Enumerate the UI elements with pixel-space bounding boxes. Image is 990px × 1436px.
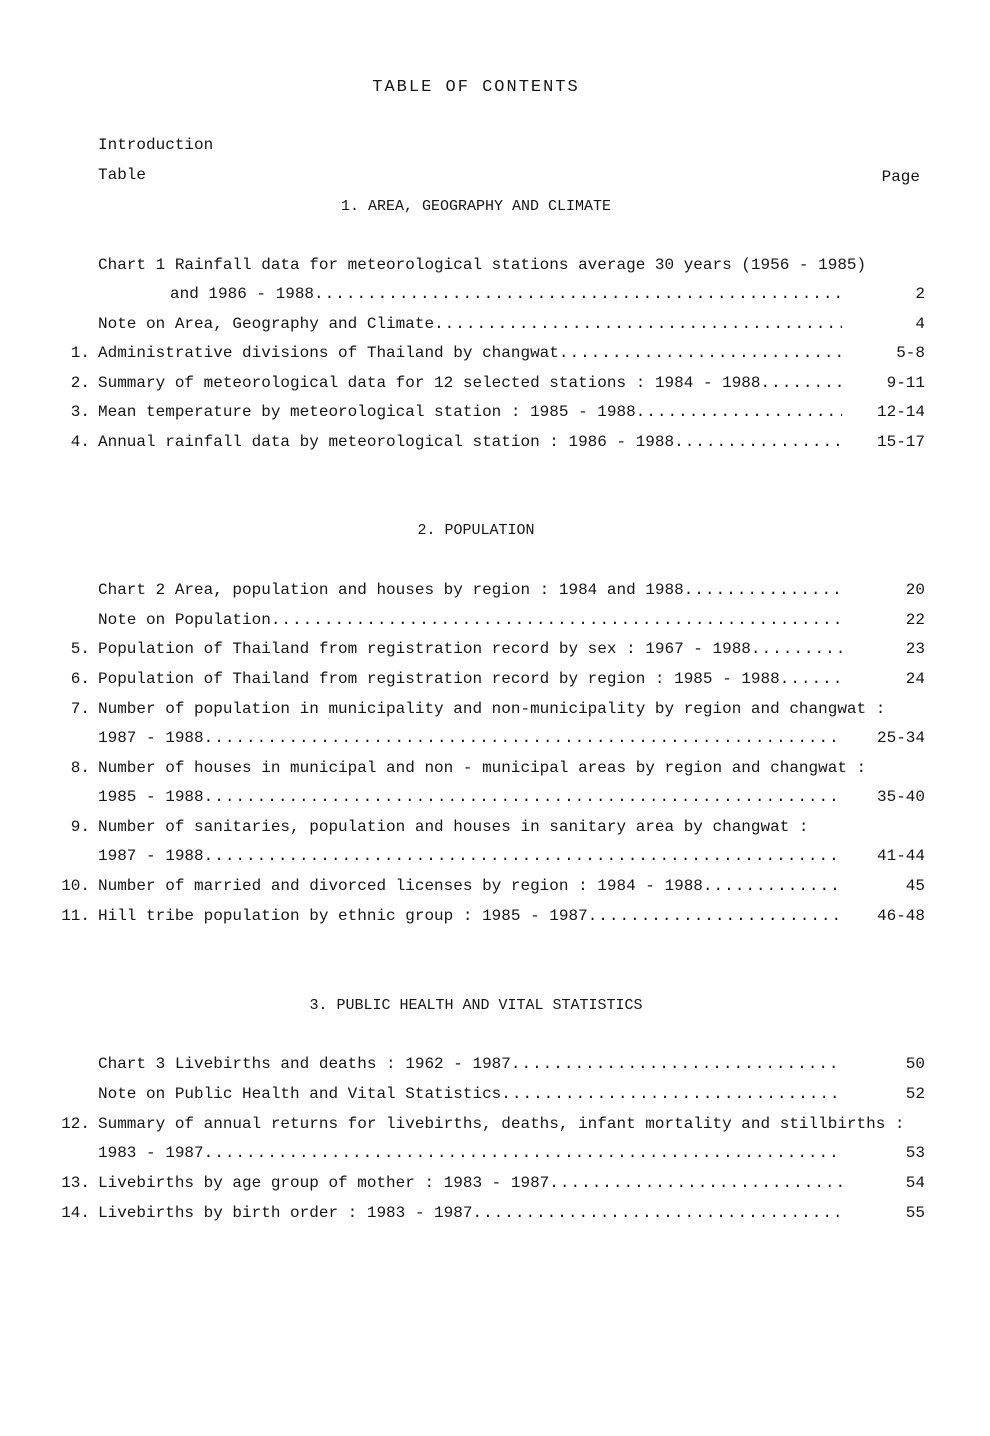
- toc-entry-table-6: Population of Thailand from registration record by region : 1985 - 1988 .....: [98, 670, 842, 688]
- page-number: 20: [905, 581, 925, 599]
- toc-entry-note-public-health: Note on Public Health and Vital Statistics .....: [98, 1085, 842, 1103]
- section-heading-2: 2. POPULATION: [417, 522, 535, 539]
- toc-entry-table-2: Summary of meteorological data for 12 selected stations : 1984 - 1988 .....: [98, 374, 842, 392]
- table-number: 1.: [70, 344, 90, 362]
- page-number: 46-48: [876, 907, 925, 925]
- toc-entry-table-4: Annual rainfall data by meteorological station : 1986 - 1988 .....: [98, 433, 842, 451]
- section-heading-1: 1. AREA, GEOGRAPHY AND CLIMATE: [340, 198, 612, 215]
- page-number: 2: [915, 285, 925, 303]
- page-number: 45: [905, 877, 925, 895]
- table-number: 8.: [70, 759, 90, 777]
- table-number: 4.: [70, 433, 90, 451]
- table-number: 10.: [61, 877, 90, 895]
- section-heading-3: 3. PUBLIC HEALTH AND VITAL STATISTICS: [309, 997, 643, 1014]
- page-number: 55: [905, 1204, 925, 1222]
- page-number: 4: [915, 315, 925, 333]
- table-number: 2.: [70, 374, 90, 392]
- page-number: 22: [905, 611, 925, 629]
- toc-entry-table-9: Number of sanitaries, population and houses in sanitary area by changwat :: [98, 818, 809, 836]
- page-number: 24: [905, 670, 925, 688]
- page-number: 5-8: [896, 344, 925, 362]
- page-number: 50: [905, 1055, 925, 1073]
- table-number: 7.: [70, 700, 90, 718]
- table-number: 12.: [61, 1115, 90, 1133]
- toc-entry-table-5: Population of Thailand from registration record by sex : 1967 - 1988 .....: [98, 640, 842, 658]
- page-number: 15-17: [876, 433, 925, 451]
- table-number: 11.: [61, 907, 90, 925]
- page-title: TABLE OF CONTENTS: [372, 78, 580, 97]
- page-column-label: Page: [881, 168, 920, 186]
- toc-entry-table-10: Number of married and divorced licenses by region : 1984 - 1988 .....: [98, 877, 842, 895]
- toc-entry-table-9-cont: 1987 - 1988 .....: [98, 847, 842, 865]
- page-number: 53: [905, 1144, 925, 1162]
- page-number: 25-34: [876, 729, 925, 747]
- toc-entry-table-11: Hill tribe population by ethnic group : 1985 - 1987 .....: [98, 907, 842, 925]
- toc-entry-chart-3: Chart 3 Livebirths and deaths : 1962 - 1987 .....: [98, 1055, 842, 1073]
- table-number: 3.: [70, 403, 90, 421]
- toc-entry-table-12-cont: 1983 - 1987 .....: [98, 1144, 842, 1162]
- toc-entry-table-14: Livebirths by birth order : 1983 - 1987 .....: [98, 1204, 842, 1222]
- introduction-label: Introduction: [98, 136, 214, 154]
- table-number: 13.: [61, 1174, 90, 1192]
- page-number: 54: [905, 1174, 925, 1192]
- table-column-label: Table: [98, 166, 147, 184]
- toc-entry-chart-2: Chart 2 Area, population and houses by region : 1984 and 1988 .....: [98, 581, 842, 599]
- page-number: 9-11: [886, 374, 925, 392]
- table-number: 14.: [61, 1204, 90, 1222]
- toc-entry-table-7: Number of population in municipality and non-municipality by region and changwat :: [98, 700, 886, 718]
- toc-entry-table-12: Summary of annual returns for livebirths, deaths, infant mortality and stillbirths :: [98, 1115, 905, 1133]
- table-number: 5.: [70, 640, 90, 658]
- toc-entry-table-1: Administrative divisions of Thailand by changwat .....: [98, 344, 842, 362]
- toc-entry-table-13: Livebirths by age group of mother : 1983 - 1987 .....: [98, 1174, 842, 1192]
- toc-entry-table-7-cont: 1987 - 1988 .....: [98, 729, 842, 747]
- page-number: 12-14: [876, 403, 925, 421]
- toc-entry-note-population: Note on Population .....: [98, 611, 842, 629]
- toc-entry-note-area: Note on Area, Geography and Climate .....: [98, 315, 842, 333]
- table-number: 9.: [70, 818, 90, 836]
- page-number: 35-40: [876, 788, 925, 806]
- toc-entry-table-3: Mean temperature by meteorological station : 1985 - 1988 .....: [98, 403, 842, 421]
- page-number: 41-44: [876, 847, 925, 865]
- toc-entry-chart-1-cont: and 1986 - 1988 .....: [170, 285, 842, 303]
- table-number: 6.: [70, 670, 90, 688]
- toc-entry-table-8-cont: 1985 - 1988 .....: [98, 788, 842, 806]
- toc-entry-table-8: Number of houses in municipal and non - municipal areas by region and changwat :: [98, 759, 867, 777]
- toc-entry-chart-1: Chart 1 Rainfall data for meteorological stations average 30 years (1956 - 1985): [98, 256, 867, 274]
- page-number: 23: [905, 640, 925, 658]
- page-number: 52: [905, 1085, 925, 1103]
